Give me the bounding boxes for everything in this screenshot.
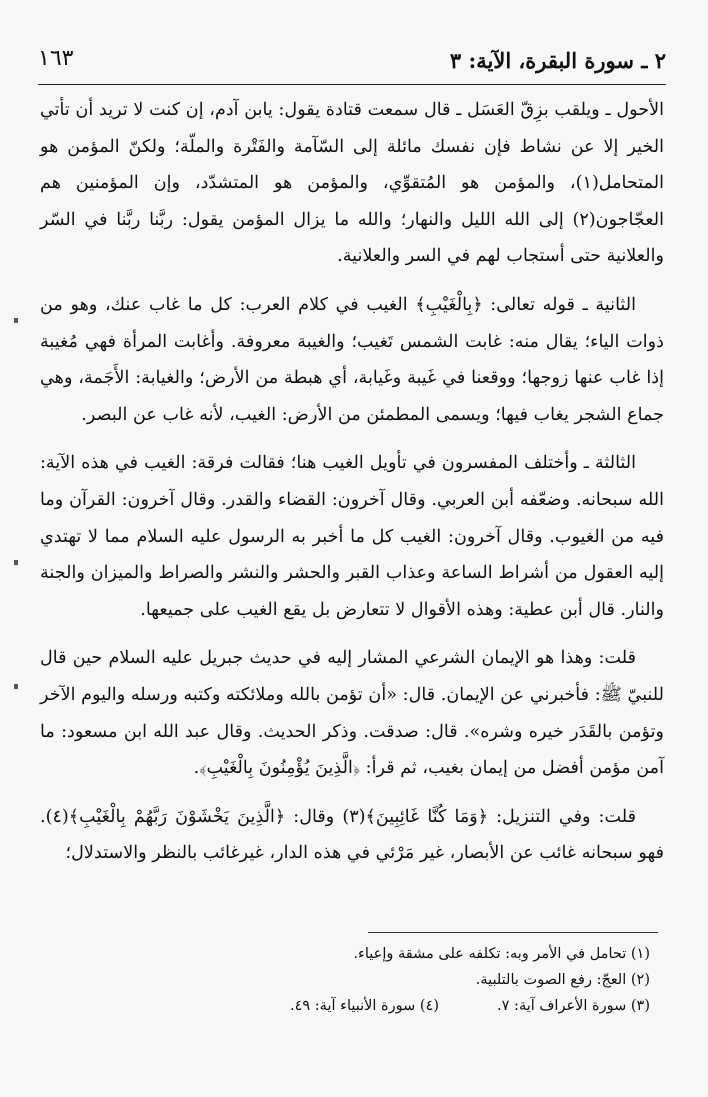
surah-title: ٢ ـ سورة البقرة، الآية: ٣ [449,48,666,73]
paragraph-2: الثانية ـ قوله تعالى: ﴿بِالْغَيْبِ﴾ الغيب في كلام العرب: كل ما غاب عنك، وهو من ذوات الياء؛ يقال منه: غابت الشمس تَغيب؛ والغيبة معروفة. وأغابت المرأة فهي مُغيبة إذا غاب عنها زوجها؛ ووقعنا في غَيبة وغَيابة، أي هبطة من الأرض؛ والغيابة: الأَجَمة، وهي جماع الشجر يغاب فيها؛ ويسمى المطمئن من الأرض: الغيب، لأنه غاب عن البصر. [40,294,664,425]
paragraph-5: قلت: وفي التنزيل: ﴿وَمَا كُنَّا غَائِبِينَ﴾(٣) وقال: ﴿الَّذِينَ يَخْشَوْنَ رَبَّهُمْ بِالْغَيْبِ﴾(٤). فهو سبحانه غائب عن الأبصار، غير مَرْئي في هذه الدار، غيرغائب بالنظر والاستدلال؛ [40,806,664,864]
paragraph-1: الأحول ـ ويلقب بزِقّ العَسَل ـ قال سمعت قتادة يقول: يابن آدم، إن كنت لا تريد أن تأتي الخير إلا عن نشاط فإن نفسك مائلة إلى السّآمة والفَتْرة والملّة؛ ولكنّ المؤمن هو المتحامل(١)، والمؤمن هو المُتقوِّي، والمؤمن هو المتشدّد، وإن المؤمنين هم العجّاجون(٢) إلى الله الليل والنهار؛ والله ما يزال المؤمن يقول: ربَّنا ربَّنا في السّر والعلانية حتى أستجاب لهم في السر والعلانية. [40,100,664,267]
footnote-row [40,993,650,1019]
page-number: ١٦٣ [38,46,74,71]
footnote-1: (١) تحامل في الأمر وبه: تكلفه على مشقة وإعياء. [353,946,650,962]
footnote-2: (٢) العجّ: رفع الصوت بالتلبية. [475,972,650,988]
footnote-3: (٣) سورة الأعراف آية: ٧. [497,998,650,1014]
footnote-divider [368,932,658,933]
main-text [40,92,664,884]
footnote-4: (٤) سورة الأنبياء آية: ٤٩. [290,998,440,1014]
scan-mark [14,684,18,689]
scan-mark [14,318,18,323]
footnotes [40,932,650,1019]
paragraph-3: الثالثة ـ وأختلف المفسرون في تأويل الغيب هنا؛ فقالت فرقة: الغيب في هذه الآية: الله سبحانه. وضعّفه أبن العربي. وقال آخرون: القضاء والقدر. وقال آخرون: القرآن وما فيه من الغيوب. وقال آخرون: الغيب كل ما أخبر به الرسول عليه السلام مما لا تهتدي إليه العقول من أشراط الساعة وعذاب القبر والحشر والنشر والصراط والميزان والجنة والنار. قال أبن عطية: وهذه الأقوال لا تتعارض بل يقع الغيب على جميعها. [40,453,664,620]
running-header [38,40,666,85]
paragraph-4: قلت: وهذا هو الإيمان الشرعي المشار إليه في حديث جبريل عليه السلام حين قال للنبيّ ﷺ: فأخبرني عن الإيمان. قال: «أن تؤمن بالله وملائكته وكتبه ورسله واليوم الآخر وتؤمن بالقَدَر خيره وشره». قال: صدقت. وذكر الحديث. وقال عبد الله ابن مسعود: ما آمن مؤمن أفضل من إيمان بغيب، ثم قرأ: ﴿الَّذِينَ يُؤْمِنُونَ بِالْغَيْبِ﴾. [40,648,664,779]
scan-mark [14,560,18,565]
